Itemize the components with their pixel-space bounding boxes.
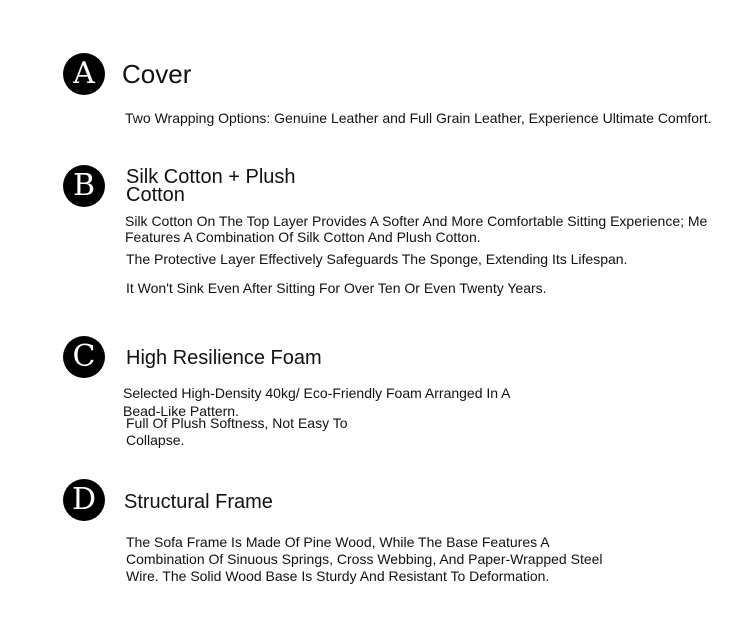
section-d-title: Structural Frame <box>124 491 273 513</box>
section-d-text-2: Combination Of Sinuous Springs, Cross Webbing, And Paper-Wrapped Steel <box>126 551 603 567</box>
section-c-text-2: Bead-Like Pattern. <box>123 403 239 419</box>
section-c-title: High Resilience Foam <box>126 347 322 369</box>
section-d-text-1: The Sofa Frame Is Made Of Pine Wood, While The Base Features A <box>126 534 550 550</box>
section-b-badge: B <box>63 165 105 207</box>
section-c-badge: C <box>63 336 105 378</box>
section-b-text-4: It Won't Sink Even After Sitting For Over Ten Or Even Twenty Years. <box>126 280 547 296</box>
section-b-title-line-1: Silk Cotton + Plush <box>126 166 296 188</box>
section-c-text-4: Collapse. <box>126 432 185 448</box>
section-b-text-3: The Protective Layer Effectively Safeguards The Sponge, Extending Its Lifespan. <box>126 251 628 267</box>
section-a-text-1: Two Wrapping Options: Genuine Leather and Full Grain Leather, Experience Ultimate Comfort. <box>125 110 712 126</box>
section-b-text-1: Silk Cotton On The Top Layer Provides A Softer And More Comfortable Sitting Experience; Me <box>125 213 708 229</box>
section-c-text-1: Selected High-Density 40kg/ Eco-Friendly Foam Arranged In A <box>123 385 511 401</box>
section-d-badge: D <box>63 479 105 521</box>
section-b-text-2: Features A Combination Of Silk Cotton And Plush Cotton. <box>125 229 481 245</box>
section-c-text-3: Full Of Plush Softness, Not Easy To <box>126 415 348 431</box>
section-a-badge: A <box>63 53 105 95</box>
section-d-text-3: Wire. The Solid Wood Base Is Sturdy And Resistant To Deformation. <box>126 568 550 584</box>
section-a-title: Cover <box>122 59 192 89</box>
section-b-title-line-2: Cotton <box>126 184 185 206</box>
